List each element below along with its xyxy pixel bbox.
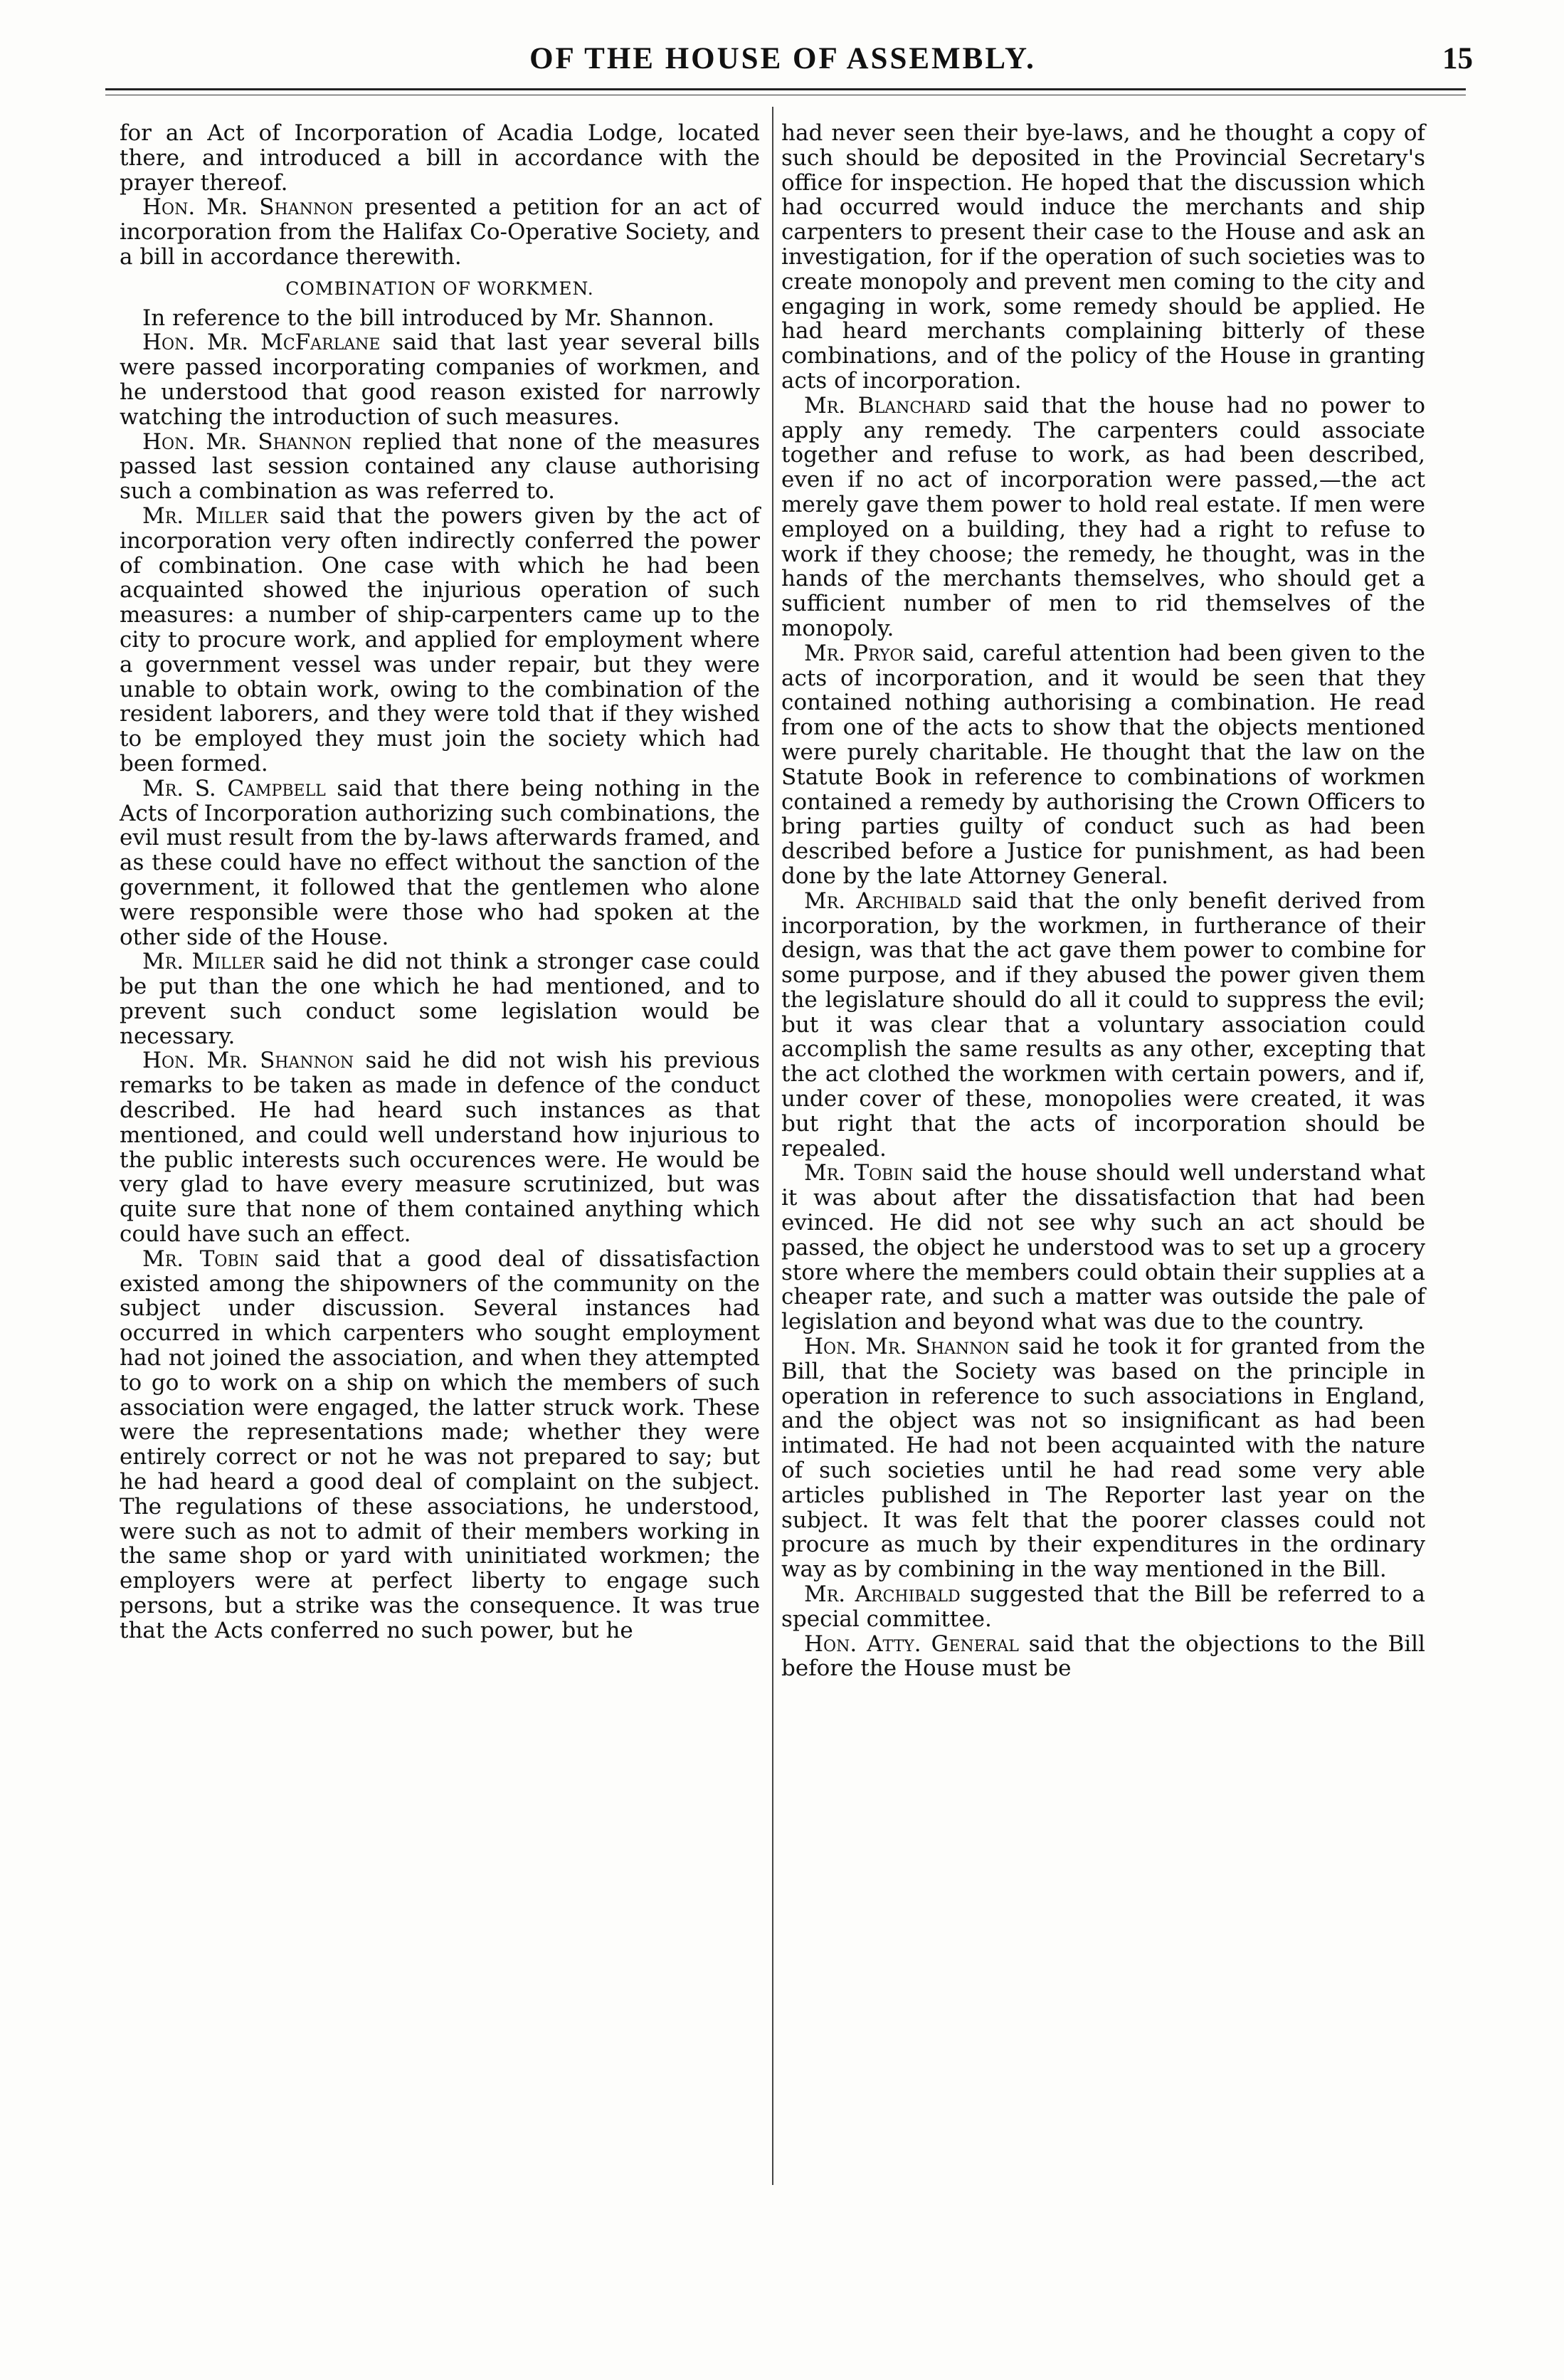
paragraph (781, 1582, 1425, 1632)
paragraph (781, 641, 1425, 889)
paragraph (120, 504, 760, 776)
column-divider (772, 107, 773, 2185)
speaker-name: Hon. Atty. General (804, 1631, 1019, 1657)
paragraph (120, 306, 760, 331)
paragraph (120, 1048, 760, 1246)
paragraph-text: said he took it for granted from the Bill, that the Society was based on the principle in operation in reference to such associations in England, and the object was not so insignificant as had been intimated. He had not been acquainted with the nature of such societies until he had read some very able articles published in The Reporter last year on the subject. It was felt that the poorer classes could not procure as much by their expenditures in the ordinary way as by combining in the way mentioned in the Bill. (781, 1334, 1425, 1583)
paragraph-text: said that the house had no power to apply any remedy. The carpenters could associate together and refuse to work, as had been described, even if no act of incorporation were passed,—the act merely gave them power to hold real estate. If men were employed on a building, they had a right to refuse to work if they choose; the remedy, he thought, was in the hands of the merchants themselves, who should get a sufficient number of men to rid themselves of the monopoly. (781, 392, 1425, 641)
paragraph-text: replied that none of the measures passed last session contained any clause authorising such a combination as was referred to. (120, 428, 761, 505)
paragraph (120, 1247, 760, 1643)
header-rule (105, 88, 1466, 90)
speaker-name: Hon. Mr. Shannon (142, 428, 352, 455)
paragraph-text: said he did not think a stronger case could be put than the one which he had mentioned, and to prevent such conduct some legislation would be necessary. (120, 949, 760, 1049)
speaker-name: Mr. S. Campbell (142, 775, 326, 801)
paragraph (120, 430, 760, 504)
paragraph (781, 1632, 1425, 1682)
paragraph (120, 195, 760, 269)
paragraph-text: said he did not wish his previous remarks to be taken as made in defence of the conduct described. He had heard such instances as that mentioned, and could well understand how injurious to the public interests such occurences were. He would be very glad to have every measure scrutinized, but was quite sure that none of them contained anything which could have such an effect. (120, 1048, 760, 1248)
speaker-name: Hon. Mr. McFarlane (142, 330, 381, 356)
page-number: 15 (1442, 42, 1473, 75)
paragraph-text: said that the objections to the Bill before the House must be (781, 1631, 1425, 1682)
continued-paragraph (781, 121, 1425, 394)
speaker-name: Hon. Mr. Shannon (804, 1334, 1010, 1360)
speaker-name: Mr. Pryor (804, 640, 915, 666)
speaker-name: Mr. Archibald (804, 1581, 961, 1608)
running-title: OF THE HOUSE OF ASSEMBLY. (529, 42, 1036, 75)
paragraph-text: In reference to the bill introduced by Mr. Shannon. (142, 305, 714, 331)
section-heading: COMBINATION OF WORKMEN. (285, 278, 594, 299)
paragraph (781, 1334, 1425, 1582)
paragraph-text: said, careful attention had been given to the acts of incorporation, and it would be seen that they contained nothing authorising a combination. He read from one of the acts to show that the objects mentioned were purely charitable. He thought that the law on the Statute Book in reference to combinations of workmen contained a remedy by authorising the Crown Officers to bring parties guilty of conduct such as had been described before a Justice for punishment, as had been done by the late Attorney General. (781, 640, 1426, 889)
speaker-name: Mr. Tobin (804, 1160, 914, 1186)
paragraph (120, 776, 760, 950)
speaker-name: Mr. Miller (142, 949, 265, 975)
paragraph (781, 1161, 1425, 1334)
paragraph-text: said that there being nothing in the Acts of Incorporation authorizing such combinations, the evil must result from the by-laws afterwards framed, and as these could have no effect without the sanction of the government, it followed that the gentlemen who alone were responsible were those who had spoken at the other side of the House. (120, 775, 760, 950)
paragraph-text: said that a good deal of dissatisfaction existed among the shipowners of the community on the subject under discussion. Several instances had occurred in which carpenters who sought employment had not joined the association, and when they attempted to go to work on a ship on which the members of such association were engaged, the latter struck work. These were the representations made; whether they were entirely correct or not he was not prepared to say; but he had heard a good deal of complaint on the subject. The regulations of these associations, he understood, were such as not to admit of their members working in the same shop or yard with uninitiated workmen; the employers were at perfect liberty to engage such persons, but a strike was the consequence. It was true that the Acts conferred no such power, but he (120, 1246, 760, 1643)
speaker-name: Hon. Mr. Shannon (142, 194, 354, 221)
paragraph-text: had never seen their bye-laws, and he thought a copy of such should be deposited in the Provincial Secretary's office for inspection. He hoped that the discussion which had occurred would induce the merchants and ship carpenters to present their case to the House and ask an investigation, for if the operation of such societies was to create monopoly and prevent men coming to the city and engaging in work, some remedy should be applied. He had heard merchants complaining bitterly of these combinations, and of the policy of the House in granting acts of incorporation. (781, 120, 1425, 394)
paragraph (781, 889, 1425, 1162)
paragraph-text: said that the powers given by the act of incorporation very often indirectly conferred the power of combination. One case with which he had been acquainted showed the injurious operation of such measures: a number of ship-carpenters came up to the city to procure work, and applied for employment where a government vessel was under repair, but they were unable to obtain work, owing to the combination of the resident laborers, and they were told that if they wished to be employed they must join the society which had been formed. (120, 502, 761, 776)
paragraph (781, 394, 1425, 641)
speaker-name: Mr. Tobin (142, 1246, 259, 1272)
paragraph-text: said that last year several bills were passed incorporating companies of workmen, and he understood that good reason existed for narrowly watching the introduction of such measures. (120, 330, 761, 430)
paragraph-text: suggested that the Bill be referred to a special committee. (781, 1581, 1425, 1632)
speaker-name: Hon. Mr. Shannon (142, 1048, 354, 1074)
speaker-name: Mr. Archibald (804, 888, 962, 914)
speaker-name: Mr. Miller (142, 502, 268, 529)
paragraph (120, 949, 760, 1048)
right-column (781, 121, 1425, 1681)
paragraph-text: presented a petition for an act of incorporation from the Halifax Co-Operative Society, and a bill in accordance therewith. (120, 194, 760, 270)
left-column (120, 121, 760, 1643)
page-header (114, 41, 1473, 84)
paragraph-text: for an Act of Incorporation of Acadia Lodge, located there, and introduced a bill in accordance with the prayer thereof. (120, 120, 760, 196)
continued-paragraph (120, 121, 760, 195)
paragraph-text: said that the only benefit derived from incorporation, by the workmen, in furtherance of their design, was that the act gave them power to combine for some purpose, and if they abused the power given them the legislature should do all it could to suppress the evil; but it was clear that a voluntary association could accomplish the same results as any other, excepting that the act clothed the workmen with certain powers, and if, under cover of these, monopolies were created, it was but right that the acts of incorporation should be repealed. (781, 888, 1425, 1162)
paragraph-text: said the house should well understand what it was about after the dissatisfaction that had been evinced. He did not see why such an act should be passed, the object he understood was to set up a grocery store where the members could obtain their supplies at a cheaper rate, and such a matter was outside the pale of legislation and beyond what was due to the country. (781, 1160, 1425, 1335)
paragraph (120, 330, 760, 429)
speaker-name: Mr. Blanchard (804, 392, 971, 418)
